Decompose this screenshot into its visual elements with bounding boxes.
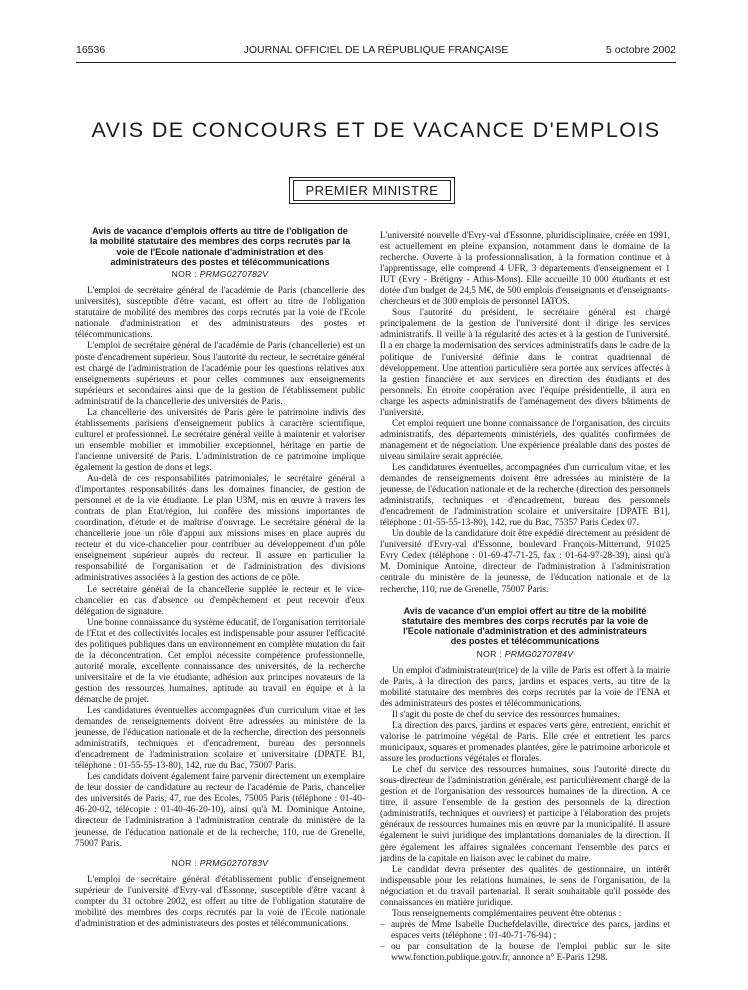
nor-label: NOR : — [171, 269, 198, 280]
paragraph: Les candidats doivent également faire parvenir directement un exemplaire de leur dossier de candidature au recteur de l'académie de Paris, chancelier des universités de Paris, 47, rue des Ecoles, 75005 Paris (téléphone : 01-40-46-20-02, télécopie : 01-40-46-20-10), ainsi qu'à M. Dominique Antoine, directeur de l'administration à l'administration centrale du ministère de la jeunesse, de l'éducation nationale et de la recherche, 110, rue de Grenelle, 75007 Paris. — [75, 772, 365, 849]
paragraph: Un emploi d'administrateur(trice) de la ville de Paris est offert à la mairie de Paris, à la direction des parcs, jardins et espaces verts, au titre de la mobilité statutaire des membres des corps recrutés par la voie de l'ENA et des administrateurs des postes et télécommunications. — [380, 665, 670, 709]
paragraph: La chancellerie des universités de Paris gère le patrimoine indivis des établissements parisiens d'enseignement publics à caractère scientifique, culturel et professionnel. Le secrétaire général veille à maintenir et valoriser un ensemble mobilier et immobilier exceptionnel, héritage en partie de l'ancienne université de Paris. L'administration de ce patrimoine implique également la gestion de dons et legs. — [75, 407, 365, 473]
section-box — [289, 177, 455, 204]
article3-nor — [380, 649, 670, 660]
nor-label: NOR : — [171, 857, 198, 868]
contact-list — [380, 920, 670, 964]
paragraph: L'université nouvelle d'Evry-val d'Essonne, pluridisciplinaire, créée en 1991, est actuellement en pleine expansion, notamment dans le domaine de la recherche. Ouverte à la professionnalisation, à la formation continue et à l'apprentissage, elle comprend 4 UFR, 3 départements d'enseignement et 1 IUT (Evry - Brétigny - Athis-Mons). Elle accueille 10 000 étudiants et est dotée d'un budget de 24,5 M€, de 500 emplois d'enseignants et d'enseignants-chercheurs et de 300 emplois de personnel IATOS. — [380, 231, 670, 308]
section-title: PREMIER MINISTRE — [293, 180, 452, 201]
paragraph: Au-delà de ces responsabilités patrimoniales, le secrétaire général a d'importantes responsabilités dans les domaines financier, de gestion de personnel et de la vie étudiante. Le plan U3M, mis en œuvre à travers les contrats de plan Etat/région, lui confère des missions importantes de coordination, d'étude et de maîtrise d'ouvrage. Le secrétaire général de la chancellerie joue un rôle d'appui aux missions mises en place auprès du recteur et du vice-chancelier pour contribuer au développement d'un pôle enseignement supérieur auprès du recteur. Il assure en particulier la responsabilité de l'organisation et de l'administration des divisions administratives associées à la gestion des actions de ce pôle. — [75, 474, 365, 584]
article1-nor — [75, 269, 365, 280]
paragraph: Le chef du service des ressources humaines, sous l'autorité directe du sous-directeur de l'administration générale, est particulièrement chargé de la gestion et de l'organisation des ressources humaines de la direction. A ce titre, il assure l'ensemble de la gestion des personnels de la direction (administratifs, techniques et ouvriers) et participe à l'élaboration des projets généraux de ressources humaines mis en œuvre par la municipalité. Il assure également le suivi juridique des implantations domaniales de la direction. Il gère également les affaires signalées concernant l'ensemble des parcs et jardins de la capitale en liaison avec le cabinet du maire. — [380, 765, 670, 864]
article2-nor — [75, 858, 365, 869]
paragraph: Les candidatures éventuelles, accompagnées d'un curriculum vitae, et les demandes de renseignements doivent être adressées au ministère de la jeunesse, de l'éducation nationale et de la recherche (direction des personnels administratifs, techniques et d'encadrement, bureau des personnels d'encadrement de l'administration scolaire et universitaire [DPATE B1], téléphone : 01-55-55-13-80), 142, rue du Bac, 75357 Paris Cedex 07. — [380, 462, 670, 529]
paragraph: Le candidat devra présenter des qualités de gestionnaire, un intérêt indispensable pour les relations humaines, le sens de l'organisation, de la négociation et du travail partenarial. Il serait souhaitable qu'il possède des connaissances en matière juridique. — [380, 864, 670, 908]
left-column — [75, 226, 365, 930]
paragraph: L'emploi de secrétaire général de l'académie de Paris (chancellerie des universités), susceptible d'être vacant, est offert au titre de l'obligation statutaire de mobilité des membres des corps recrutés par la voie de l'Ecole nationale d'administration et des administrateurs des postes et télécommunications. — [75, 286, 365, 341]
right-column — [380, 231, 670, 964]
paragraph: Le secrétaire général de la chancellerie supplée le recteur et le vice-chancelier en cas d'absence ou d'empêchement et peut recevoir d'eux délégation de signature. — [75, 584, 365, 617]
nor-code: PRMG0270782V — [199, 269, 269, 280]
paragraph: La direction des parcs, jardins et espaces verts gère, entretient, enrichit et valorise le patrimoine végétal de Paris. Elle crée et entretient les parcs municipaux, squares et promenades plantées, gère le patrimoine arboricole et assure les productions végétales et florales. — [380, 721, 670, 765]
paragraph: Tous renseignements complémentaires peuvent être obtenus : — [392, 908, 622, 919]
paragraph: L'emploi de secrétaire général de l'académie de Paris (chancellerie) est un poste d'encadrement supérieur. Sous l'autorité du recteur, le secrétaire général est chargé de l'administration de l'académie pour les questions relatives aux enseignements supérieurs et pour celles communes aux enseignements supérieurs et secondaires ainsi que de la gestion de l'établissement public administratif de la chancellerie des universités de Paris. — [75, 341, 365, 407]
nor-label: NOR : — [476, 648, 503, 659]
paragraph: Un double de la candidature doit être expédié directement au président de l'université d'Evry-val d'Essonne, boulevard François-Mitterrand, 91025 Evry Cedex (téléphone : 01-69-47-71-25, fax : 01-64-97-28-39), ainsi qu'à M. Dominique Antoine, directeur de l'administration à l'administration centrale du ministère de la jeunesse, de l'éducation nationale et de la recherche, 110, rue de Grenelle, 75007 Paris. — [380, 529, 670, 595]
page-number: 16536 — [76, 44, 106, 56]
paragraph: Sous l'autorité du président, le secrétaire général est chargé principalement de la gestion de l'université dont il dirige les services administratifs. Il veille à la régularité des actes et à la gestion de l'université. Il a en charge la modernisation des services administratifs dans le cadre de la politique de l'université définie dans le contrat quadriennal de développement. Une attention particulière sera portée aux services affectés à la gestion financière et aux services en direction des étudiants et des personnels. En étroite coopération avec l'équipe présidentielle, il aura en charge les aspects administratifs de l'aménagement des divers bâtiments de l'université. — [380, 308, 670, 418]
main-title: AVIS DE CONCOURS ET DE VACANCE D'EMPLOIS — [91, 118, 661, 142]
nor-code: PRMG0270784V — [504, 648, 574, 659]
article3-heading: Avis de vacance d'un emploi offert au titre de la mobilité statutaire des membres des corps recrutés par la voie de l'Ecole nationale d'administration et des administrateurs des postes et télécommunications — [401, 605, 649, 647]
list-item: – ou par consultation de la bourse de l'emploi public sur le site www.fonction.publique.gouv.fr, annonce n° E-Paris 1298. — [380, 942, 670, 964]
running-header — [76, 44, 676, 60]
list-item: – auprès de Mme Isabelle Duchefdelaville, directrice des parcs, jardins et espaces verts (téléphone : 01-40-71-76-94) ; — [380, 920, 670, 942]
paragraph: Il s'agit du poste de chef du service des ressources humaines. — [392, 709, 620, 720]
header-rule — [76, 62, 676, 63]
paragraph: Les candidatures éventuelles accompagnées d'un curriculum vitae et les demandes de renseignements doivent être adressées au ministère de la jeunesse, de l'éducation nationale et de la recherche, direction des personnels administratifs, techniques et d'encadrement, bureau des personnels d'encadrement de l'administration scolaire et universitaire (DPATE B1, téléphone : 01-55-55-13-80), 142, rue du Bac, 75007 Paris. — [75, 706, 365, 772]
article1-heading: Avis de vacance d'emplois offerts au titre de l'obligation de la mobilité statutaire des membres des corps recrutés par la voie de l'Ecole nationale d'administration et des administrateurs des postes et télécommunications — [89, 226, 351, 267]
issue-date: 5 octobre 2002 — [605, 44, 676, 56]
paragraph: L'emploi de secrétaire général d'établissement public d'enseignement supérieur de l'université d'Evry-val d'Essonne, susceptible d'être vacant à compter du 31 octobre 2002, est offert au titre de l'obligation statutaire de mobilité des membres des corps recrutés par la voie de l'Ecole nationale d'administration et des administrateurs des postes et télécommunications. — [75, 874, 365, 929]
paragraph: Cet emploi requiert une bonne connaissance de l'organisation, des circuits administratifs, des départements ministériels, des qualités confirmées de management et de négociation. Une expérience préalable dans des postes de niveau similaire serait appréciée. — [380, 418, 670, 462]
paragraph: Une bonne connaissance du système éducatif, de l'organisation territoriale de l'Etat et des collectivités locales est indispensable pour assurer l'efficacité des politiques publiques dans un environnement en complète mutation du fait de la déconcentration. Cet emploi nécessite compétence professionnelle, autorité morale, excellente connaissance des universités, de la recherche universitaire et de la vie étudiante, adhésion aux principes novateurs de la gestion des ressources humaines, aptitude au travail en équipe et à la démarche de projet. — [75, 617, 365, 705]
journal-title: JOURNAL OFFICIEL DE LA RÉPUBLIQUE FRANÇAISE — [243, 44, 509, 56]
nor-code: PRMG0270783V — [199, 857, 269, 868]
